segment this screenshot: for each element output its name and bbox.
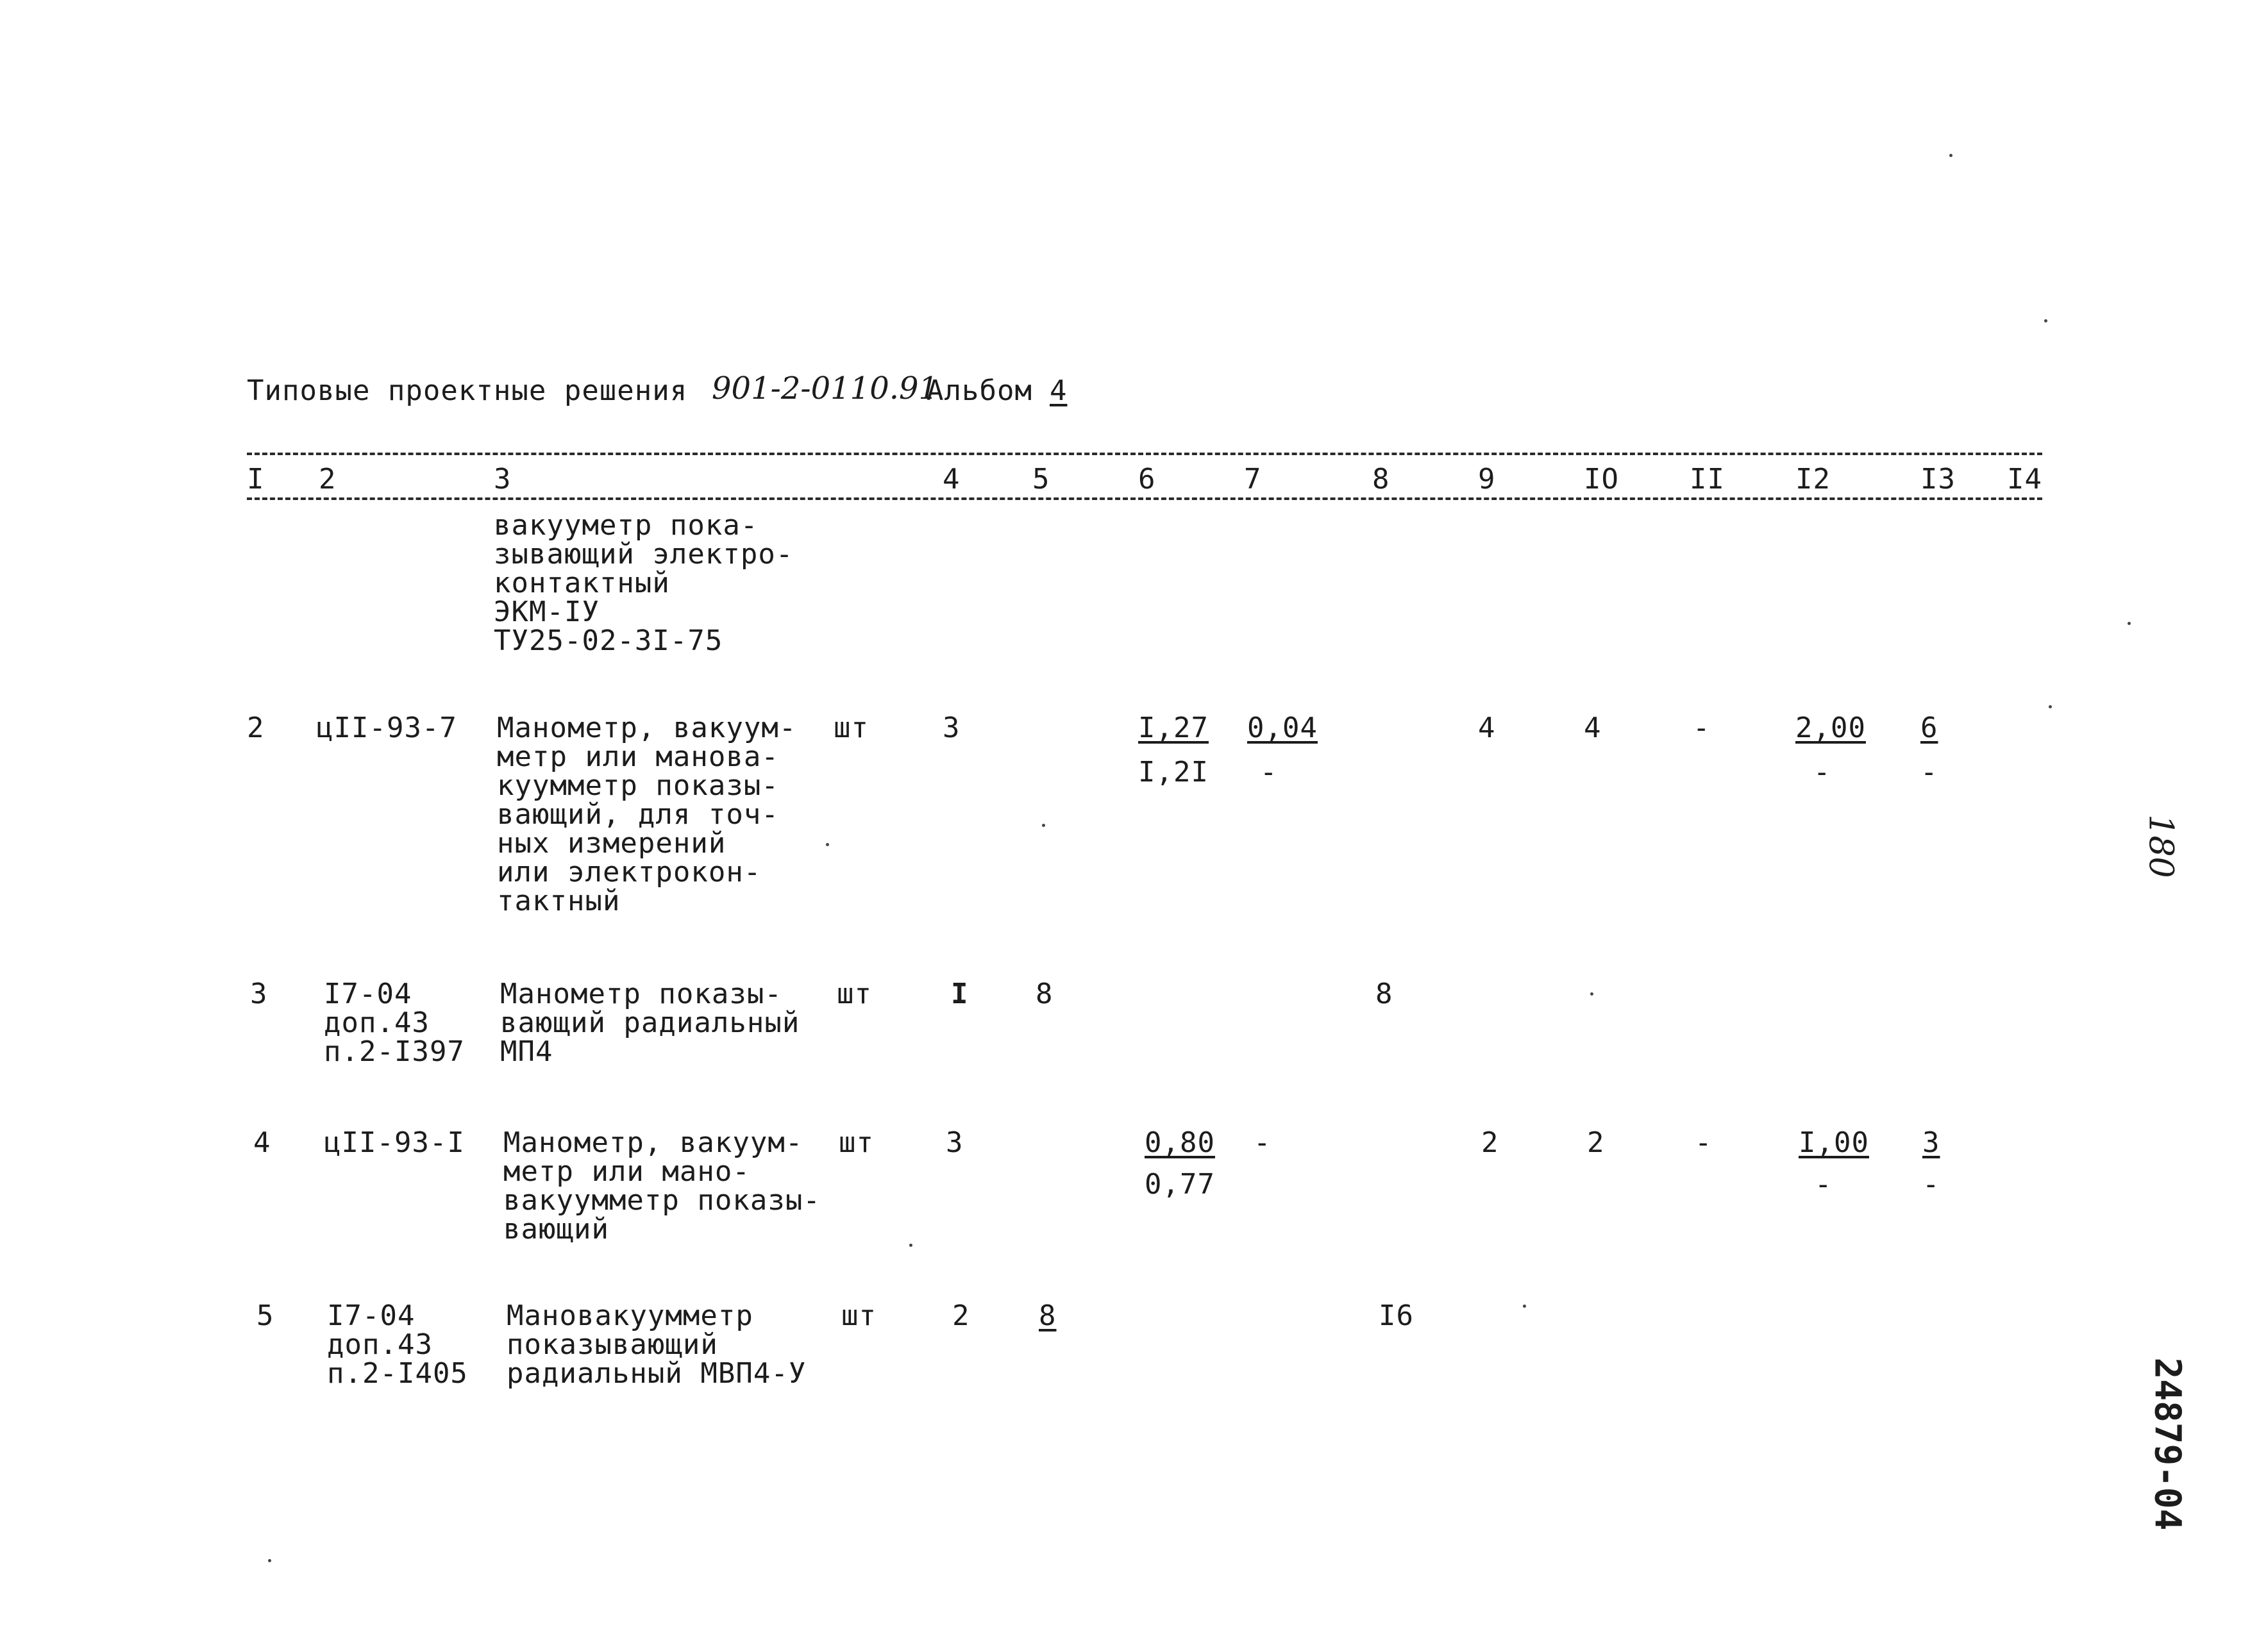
description-line: вающий <box>503 1213 609 1246</box>
row-unit: шт <box>834 712 869 744</box>
code-line: I7-04 <box>324 978 412 1010</box>
scan-speck <box>2044 319 2047 322</box>
row-col-6-bottom: 0,77 <box>1145 1168 1215 1201</box>
scan-speck <box>1523 1305 1526 1308</box>
row-col-8: 8 <box>1375 978 1393 1010</box>
scan-speck <box>826 843 829 846</box>
row-col-4: I <box>951 978 969 1010</box>
code-line: доп.43 <box>327 1328 433 1361</box>
row-col-6-top: 0,80 <box>1145 1126 1215 1159</box>
description-line: куумметр показы- <box>497 769 779 802</box>
row-col-7-bottom: - <box>1260 756 1278 788</box>
row-col-4: 3 <box>946 1126 964 1159</box>
scan-speck <box>268 1559 271 1562</box>
row-col-12-bottom: - <box>1813 756 1831 788</box>
row-code: цII-93-7 <box>316 712 457 744</box>
row-description <box>497 713 796 915</box>
row-code: цII-93-I <box>324 1126 465 1159</box>
row-number: 4 <box>253 1126 271 1159</box>
row-col-8: I6 <box>1379 1299 1414 1332</box>
continuation-description <box>494 511 793 655</box>
row-col-11: - <box>1695 1126 1713 1159</box>
code-line: доп.43 <box>324 1006 430 1039</box>
column-header-7: 7 <box>1244 463 1262 496</box>
row-col-6-bottom: I,2I <box>1138 756 1209 788</box>
row-col-9: 4 <box>1478 712 1496 744</box>
document-number: 24879-04 <box>2146 1357 2188 1531</box>
description-line: вающий радиальный <box>500 1006 800 1039</box>
row-code <box>324 980 465 1066</box>
column-header-5: 5 <box>1032 463 1050 496</box>
page-number-handwritten: 180 <box>2141 814 2180 878</box>
row-col-5: 8 <box>1036 978 1054 1010</box>
row-col-12-top: I,00 <box>1799 1126 1869 1159</box>
row-description <box>507 1301 806 1388</box>
column-header-13: I3 <box>1920 463 1956 496</box>
row-number: 5 <box>256 1299 274 1332</box>
description-line: МП4 <box>500 1035 553 1068</box>
row-col-13-top: 3 <box>1922 1126 1940 1159</box>
scan-speck <box>1949 154 1952 157</box>
description-line: Манометр показы- <box>500 978 782 1010</box>
continuation-line: ЭКМ-IУ <box>494 596 600 628</box>
column-header-8: 8 <box>1372 463 1390 496</box>
column-header-1: I <box>247 463 265 496</box>
row-number: 3 <box>250 978 268 1010</box>
header-album-number: 4 <box>1050 374 1068 407</box>
row-col-12-bottom: - <box>1815 1168 1833 1201</box>
row-col-10: 4 <box>1584 712 1602 744</box>
description-line: метр или мано- <box>503 1155 750 1188</box>
row-col-10: 2 <box>1587 1126 1605 1159</box>
row-col-4: 3 <box>943 712 961 744</box>
header-prefix: Типовые проектные решения <box>247 374 688 407</box>
row-col-6-top: I,27 <box>1138 712 1209 744</box>
column-header-14: I4 <box>2007 463 2042 496</box>
description-line: вающий, для точ- <box>497 798 779 831</box>
row-code <box>327 1301 468 1388</box>
row-col-7-top: 0,04 <box>1247 712 1318 744</box>
description-line: метр или манова- <box>497 740 779 773</box>
column-header-6: 6 <box>1138 463 1156 496</box>
column-header-9: 9 <box>1478 463 1496 496</box>
code-line: п.2-I397 <box>324 1035 465 1068</box>
code-line: I7-04 <box>327 1299 416 1332</box>
header-album-label: Альбом <box>927 374 1032 407</box>
code-line: п.2-I405 <box>327 1357 468 1390</box>
header-project-number: 901-2-0110.91 <box>712 371 939 406</box>
description-line: или электрокон- <box>497 856 762 889</box>
row-number: 2 <box>247 712 265 744</box>
column-header-3: 3 <box>494 463 512 496</box>
continuation-line: контактный <box>494 567 670 599</box>
row-col-5: 8 <box>1039 1299 1057 1332</box>
scan-speck <box>1042 824 1045 827</box>
description-line: ных измерений <box>497 827 726 860</box>
description-line: Манометр, вакуум- <box>503 1126 803 1159</box>
row-col-13-bottom: - <box>1920 756 1938 788</box>
description-line: Мановакуумметр <box>507 1299 753 1332</box>
column-header-12: I2 <box>1795 463 1831 496</box>
scan-speck <box>2049 705 2052 708</box>
continuation-line: вакууметр пока- <box>494 509 759 542</box>
row-description <box>500 980 800 1066</box>
row-col-13-top: 6 <box>1920 712 1938 744</box>
header-top-rule <box>247 453 2042 455</box>
continuation-line: ТУ25-02-3I-75 <box>494 624 723 657</box>
row-col-12-top: 2,00 <box>1795 712 1866 744</box>
row-description <box>503 1128 821 1244</box>
row-unit: шт <box>841 1299 877 1332</box>
scan-speck <box>1590 992 1593 996</box>
description-line: радиальный МВП4-У <box>507 1357 807 1390</box>
description-line: Манометр, вакуум- <box>497 712 797 744</box>
row-col-4: 2 <box>952 1299 970 1332</box>
column-header-11: II <box>1690 463 1725 496</box>
row-unit: шт <box>837 978 872 1010</box>
description-line: показывающий <box>507 1328 718 1361</box>
column-header-4: 4 <box>943 463 961 496</box>
row-unit: шт <box>839 1126 874 1159</box>
description-line: тактный <box>497 885 621 917</box>
description-line: вакуумметр показы- <box>503 1184 821 1217</box>
header-bottom-rule <box>247 497 2042 500</box>
continuation-line: зывающий электро- <box>494 538 794 571</box>
column-header-2: 2 <box>319 463 337 496</box>
scan-speck <box>2128 622 2131 625</box>
row-col-11: - <box>1693 712 1711 744</box>
row-col-7-top: - <box>1254 1126 1272 1159</box>
row-col-9: 2 <box>1481 1126 1499 1159</box>
row-col-13-bottom: - <box>1922 1168 1940 1201</box>
scan-speck <box>909 1244 912 1247</box>
column-header-10: IO <box>1584 463 1619 496</box>
